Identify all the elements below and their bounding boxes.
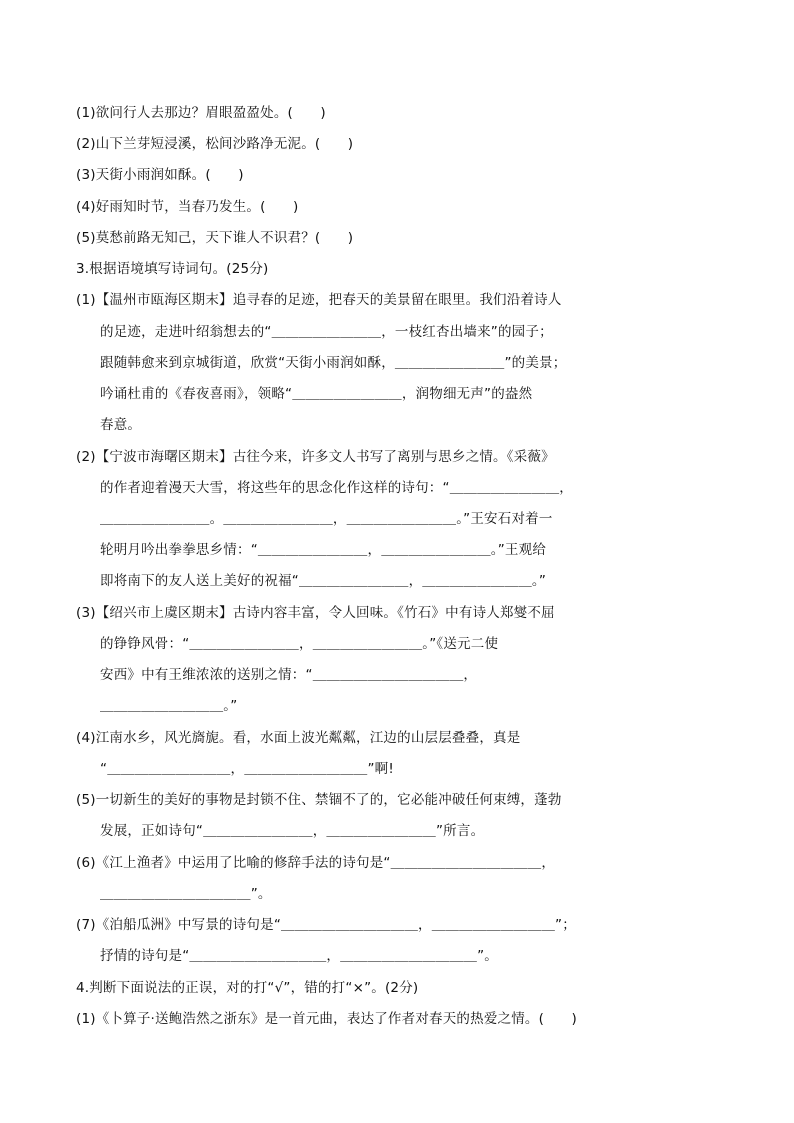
question-4-heading: 4.判断下面说法的正误，对的打“√”，错的打“×”。(2分) — [76, 980, 419, 996]
q3-part3-line1: (3)【绍兴市上虞区期末】古诗内容丰富，令人回味。《竹石》中有诗人郑燮不屈 — [76, 605, 555, 621]
question-2-item-2: (2)山下兰芽短浸溪，松间沙路净无泥。( ) — [76, 136, 354, 152]
q3-part1-line5: 春意。 — [100, 417, 142, 433]
q3-part6-line1: (6)《江上渔者》中运用了比喻的修辞手法的诗句是“＿＿＿＿＿＿＿＿＿＿＿， — [76, 855, 556, 871]
q3-part1-line2: 的足迹，走进叶绍翁想去的“＿＿＿＿＿＿＿＿，一枝红杏出墙来”的园子； — [100, 324, 553, 340]
question-2-item-1: (1)欲问行人去那边？眉眼盈盈处。( ) — [76, 105, 326, 121]
q3-part2-line1: (2)【宁波市海曙区期末】古往今来，许多文人书写了离别与思乡之情。《采薇》 — [76, 449, 555, 465]
q3-part7-line2: 抒情的诗句是“＿＿＿＿＿＿＿＿＿＿，＿＿＿＿＿＿＿＿＿＿”。 — [100, 948, 498, 964]
q3-part5-line1: (5)一切新生的美好的事物是封锁不住、禁锢不了的，它必能冲破任何束缚，蓬勃 — [76, 792, 562, 808]
q3-part5-line2: 发展，正如诗句“＿＿＿＿＿＿＿＿，＿＿＿＿＿＿＿＿”所言。 — [100, 823, 485, 839]
q3-part4-line1: (4)江南水乡，风光旖旎。看，水面上波光粼粼，江边的山层层叠叠，真是 — [76, 730, 521, 746]
q3-part2-line2: 的作者迎着漫天大雪，将这些年的思念化作这样的诗句：“＿＿＿＿＿＿＿＿， — [100, 480, 573, 496]
q3-part2-line3: ＿＿＿＿＿＿＿＿。＿＿＿＿＿＿＿＿，＿＿＿＿＿＿＿＿。”王安石对着一 — [100, 511, 553, 527]
question-2-item-3: (3)天街小雨润如酥。( ) — [76, 167, 244, 183]
question-4-item-1: (1)《卜算子·送鲍浩然之浙东》是一首元曲，表达了作者对春天的热爱之情。( ) — [76, 1011, 577, 1027]
q3-part1-line4: 吟诵杜甫的《春夜喜雨》，领略“＿＿＿＿＿＿＿＿，润物细无声”的盎然 — [100, 386, 533, 402]
question-2-item-4: (4)好雨知时节，当春乃发生。( ) — [76, 199, 299, 215]
q3-part1-line1: (1)【温州市瓯海区期末】追寻春的足迹，把春天的美景留在眼里。我们沿着诗人 — [76, 292, 562, 308]
question-2-item-5: (5)莫愁前路无知己，天下谁人不识君？( ) — [76, 230, 354, 246]
q3-part2-line5: 即将南下的友人送上美好的祝福“＿＿＿＿＿＿＿＿，＿＿＿＿＿＿＿＿。” — [100, 573, 547, 589]
q3-part1-line3: 跟随韩愈来到京城街道，欣赏“天街小雨润如酥，＿＿＿＿＿＿＿＿”的美景； — [100, 355, 567, 371]
q3-part2-line4: 轮明月吟出拳拳思乡情：“＿＿＿＿＿＿＿＿，＿＿＿＿＿＿＿＿。”王观给 — [100, 542, 547, 558]
q3-part3-line3: 安西》中有王维浓浓的送别之情：“＿＿＿＿＿＿＿＿＿＿＿， — [100, 667, 478, 683]
q3-part7-line1: (7)《泊船瓜洲》中写景的诗句是“＿＿＿＿＿＿＿＿＿＿，＿＿＿＿＿＿＿＿＿”； — [76, 917, 576, 933]
q3-part3-line2: 的铮铮风骨：“＿＿＿＿＿＿＿＿，＿＿＿＿＿＿＿＿。”《送元二使 — [100, 636, 499, 652]
question-3-heading: 3.根据语境填写诗词句。(25分) — [76, 261, 269, 277]
q3-part3-line4: ＿＿＿＿＿＿＿＿＿。” — [100, 698, 238, 714]
q3-part4-line2: “＿＿＿＿＿＿＿＿＿，＿＿＿＿＿＿＿＿＿”啊! — [100, 761, 394, 777]
q3-part6-line2: ＿＿＿＿＿＿＿＿＿＿＿”。 — [100, 886, 272, 902]
